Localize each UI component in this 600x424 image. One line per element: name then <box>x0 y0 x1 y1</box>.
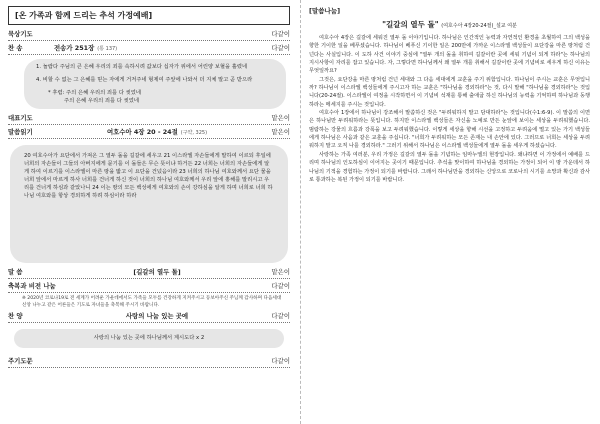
sermon-body <box>309 34 590 184</box>
row-leader: 다같이 <box>271 357 290 365</box>
hymn-row <box>8 43 290 55</box>
scripture-row <box>8 127 290 139</box>
hymn-chorus-line: 주의 은혜 우리의 죄를 다 씻었네 <box>64 98 139 104</box>
lords-prayer-row <box>8 356 290 368</box>
sermon-section-header: [말씀나눔] <box>309 7 341 15</box>
row-leader: 맡은이 <box>271 128 290 136</box>
blessing-row <box>8 281 290 293</box>
scripture-page-sub: (구약, 325) <box>180 130 208 136</box>
scripture-title: 여호수아 4장 20 - 24절 <box>106 128 178 136</box>
silent-prayer-row <box>8 29 290 41</box>
row-label: 찬 송 <box>8 44 23 52</box>
sermon-paragraph: 사랑하는 가족 여러분, 우리 가정은 길갈의 열두 돌을 기념하는 임마누엘의 현장입니다. 왜냐하면 이 가정에서 예배를 드리며 하나님의 인도하심이 이어지는 곳이기 때문입니다. 추석을 맞이하여 하나님을 경외하는 가정이 되어 이 땅 가운데서 하나님의 기적을 경험하는 가정이 되기를 바랍니다. 그래서 하나님만을 경외하는 신앙으로 코로나의 시기를 소망과 확신과 감사로 통과하는 복된 가정이 되기를 바랍니다. <box>309 151 590 183</box>
sermon-paragraph: 여호수아 4장은 길갈에 세워진 열두 돌 이야기입니다. 하나님은 인간적인 능력과 자연적인 환경을 초월하여 그의 백성을 향한 기이한 일을 베푸셨습니다. 하나님이 베푸신 기이한 일은 200만에 가까운 이스라엘 백성들이 요단강을 마른 땅처럼 건넌다는 사실입니다. 이 도하 사건 이야기 중심에 "열두 개의 돌을 취하여 길갈이란 곳에 세워 기념이 되게 하라"는 하나님의 지시사항이 자리를 잡고 있습니다. 자, 그렇다면 하나님께서 왜 열두 개를 취해서 길갈이란 곳에 기념비로 세우게 하신 이유는 무엇일까요? <box>309 35 590 75</box>
sermon-paragraph: 여호수아 1장에서 하나님이 강조해서 말씀하신 것은 "두려워하지 말고 담대하라"는 것입니다(수1:6-9). 이 말씀의 이면은 하나님만 두려워하라는 뜻입니다. 하지만 이스라엘 백성들은 자신을 노예로 만든 눈앞에 보이는 세상을 두려워했습니다. 범람하는 강물의 흐름과 강폭을 보고 두려워했습니다. 이렇게 세상을 향해 시선을 고정하고 두려움에 떨고 있는 가기 백성들에게 하나님은 사음과 같은 교훈을 주십니다. "너희가 두려워하는 모든 존재는 내 손안에 있다. 그러므로 너희는 세상을 두려워하지 말고 오직 나를 경외하라." 그러기 위해서 하나님은 이스라엘 백성들에게 열두 돌을 세우게 하셨습니다. <box>309 110 590 150</box>
hymn-verse: 1. 놀랍다 주님의 큰 은혜 우리의 죄를 속하시려 값보다 십자가 위에서 어린양 보혈을 흘렸네 <box>36 64 248 70</box>
row-label: 대표기도 <box>8 114 33 122</box>
sermon-title: "길갈의 열두 돌" <box>382 20 439 29</box>
hymn-lyrics-box <box>24 59 286 109</box>
sermon-title-line <box>309 19 590 30</box>
hymn-number-sub: (통 137) <box>97 46 118 52</box>
blessing-note: ※ 2020년 코로나19로 전 세계가 어려운 가운데에서도 가족들 모두를 건강하게 지켜주시고 등보아주신 주님께 감사하며 다음세대 신앙 나누고 같은 어른들은 기도로 자녀들을 축복해 주시기 바랍니다. <box>22 296 282 308</box>
row-leader: 다같이 <box>271 282 290 290</box>
row-label: 주기도문 <box>8 357 33 365</box>
closing-hymn-row <box>8 311 290 323</box>
message-title: [길갈의 열두 돌] <box>133 268 181 276</box>
representative-prayer-row <box>8 113 290 125</box>
row-label: 묵상기도 <box>8 30 33 38</box>
row-leader: 다같이 <box>271 312 290 320</box>
message-row <box>8 267 290 279</box>
row-leader: 맡은이 <box>271 114 290 122</box>
hymn-title: 전송가 251장 <box>54 44 95 52</box>
row-leader: 다같이 <box>271 30 290 38</box>
row-leader: 맡은이 <box>271 268 290 276</box>
sermon-paragraph: 그것은, 요단강을 마른 땅처럼 건넌 세대와 그 다음 세대에게 교훈을 주기 위함입니다. 하나님이 주시는 교훈은 무엇입니까? 하나님이 이스라엘 백성들에게 주시고자 하는 교훈은 "하나님을 경외하라"는 것, 다시 말해 "하나님을 경외하라"는 것입니다(20-24절). 이스라엘이 여정을 시작하면서 이 기념비 석재를 통해 출애굽 하신 하나님의 능력을 기억하며 하나님과 동행하라는 메세지를 주시는 것입니다. <box>309 76 590 108</box>
closing-lyrics-box: 사랑의 나눔 있는 곳에 하나님께서 계시도다 x 2 <box>14 329 284 348</box>
sermon-reference: (여호수아 4장20-24절)_설교 여분 <box>441 23 517 29</box>
row-leader: 다같이 <box>271 44 290 52</box>
scripture-text-box: 20 여호수아가 요단에서 가져온 그 열두 돌을 길갈에 세우고 21 이스라엘 자손들에게 말하여 이르되 후일에 너희의 자손들이 그들의 아버지에게 묻기를 이 돌들은 무슨 뜻이냐 하거든 22 너희는 너희의 자손들에게 알게 하여 이르기를 이스라엘이 마른 땅을 밟고 이 요단을 건넜음이라 23 너희의 하나님 여호와께서 요단 물을 너희 앞에서 마르게 하사 너희를 건너게 하신 것이 너희의 하나님 여호와께서 우리 앞에 홍해를 말리시고 우리를 건너게 하심과 같았나니 24 이는 땅의 모든 백성에게 여호와의 손이 강하심을 알게 하며 너희로 너희 하나님 여호와를 항상 경외하게 하려 하심이라 하라 <box>10 145 288 263</box>
worship-title: [온 가족과 함께 드리는 추석 가정예배] <box>8 6 290 25</box>
row-label: 찬 양 <box>8 312 23 320</box>
hymn-verse: 4. 비할 수 없는 그 은혜를 믿는 자에게 거저주네 형제여 주앞에 나와서 더 지체 말고 곧 받으라 <box>36 77 253 83</box>
hymn-chorus-line: * 후렴: 주의 은혜 우리의 죄를 다 씻었네 <box>48 90 141 96</box>
row-label: 말씀읽기 <box>8 128 33 136</box>
row-label: 말 씀 <box>8 268 23 276</box>
sermon-page <box>300 0 600 424</box>
closing-hymn-title: 사랑의 나눔 있는 곳에 <box>125 312 189 320</box>
row-label: 축복과 비전 나눔 <box>8 282 56 290</box>
